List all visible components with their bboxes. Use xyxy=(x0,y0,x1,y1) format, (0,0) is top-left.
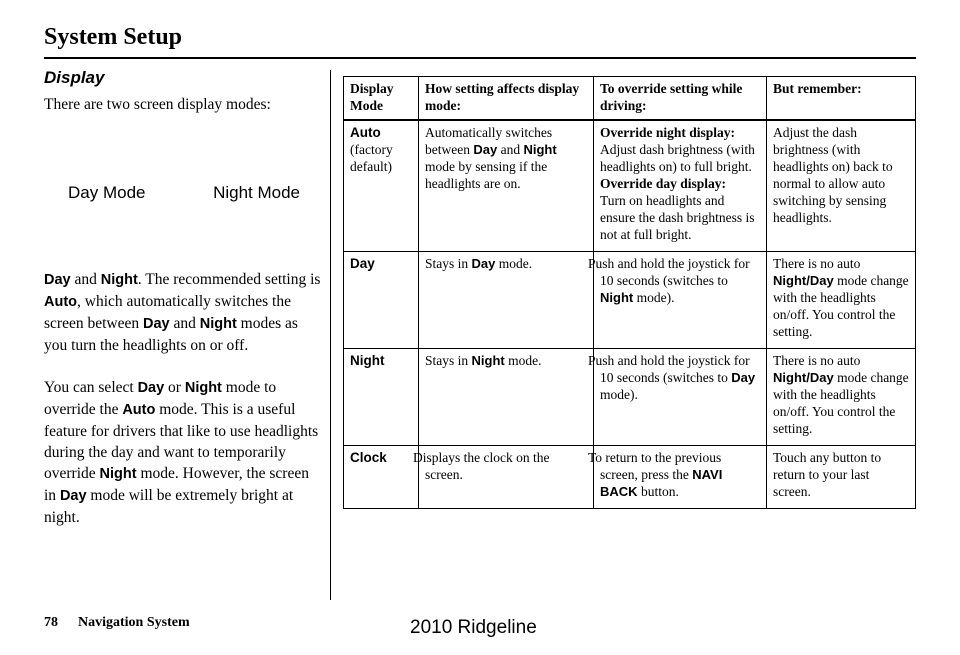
mode-cell: Day xyxy=(344,252,419,349)
remember-cell: Touch any button to return to your last screen. xyxy=(767,446,916,509)
kw-night: Night xyxy=(100,272,138,288)
page-number: 78 xyxy=(44,615,58,630)
kw-day: Day xyxy=(137,380,165,396)
remember-cell: There is no auto Night/Day mode change with the headlights on/off. You control the setting. xyxy=(767,349,916,446)
table-row xyxy=(344,120,916,252)
override-cell: To return to the previous screen, press the NAVI BACK button. xyxy=(594,446,767,509)
watermark: 2010 Ridgeline xyxy=(410,617,537,638)
header-rule xyxy=(44,57,916,59)
footer-title: Navigation System xyxy=(78,615,190,630)
remember-cell: Adjust the dash brightness (with headlights on) back to normal to allow auto switching by sensing headlights. xyxy=(767,120,916,252)
remember-cell: There is no auto Night/Day mode change with the headlights on/off. You control the setting. xyxy=(767,252,916,349)
table-header: Display Mode xyxy=(344,77,419,121)
override-cell: Push and hold the joystick for 10 seconds (switches to Day mode). xyxy=(594,349,767,446)
table-header: How setting affects display mode: xyxy=(419,77,594,121)
mode-cell: Auto (factory default) xyxy=(344,120,419,252)
kw-auto: Auto xyxy=(44,294,78,310)
kw-day: Day xyxy=(44,272,71,288)
override-cell: Push and hold the joystick for 10 seconds (switches to Night mode). xyxy=(594,252,767,349)
kw-day: Day xyxy=(142,316,170,332)
override-cell: Override night display: Adjust dash brightness (with headlights on) to full bright. Override day display: Turn on headlights and ensure the dash brightness is not at full bright. xyxy=(594,120,767,252)
night-mode-label: Night Mode xyxy=(213,183,300,202)
display-mode-table xyxy=(343,76,916,509)
mode-cell: Clock xyxy=(344,446,419,509)
mode-cell: Night xyxy=(344,349,419,446)
how-cell: Displays the clock on the screen. xyxy=(419,446,594,509)
table-row xyxy=(344,252,916,349)
how-cell: Stays in Night mode. xyxy=(419,349,594,446)
how-cell: Stays in Day mode. xyxy=(419,252,594,349)
section-title: Display xyxy=(44,68,105,87)
table-header-row xyxy=(344,77,916,121)
day-mode-label: Day Mode xyxy=(68,183,146,202)
kw-night: Night xyxy=(199,316,237,332)
table-header: But remember: xyxy=(767,77,916,121)
table-header: To override setting while driving: xyxy=(594,77,767,121)
kw-day: Day xyxy=(59,488,87,504)
left-column xyxy=(44,68,324,528)
kw-night: Night xyxy=(99,466,137,482)
table-row xyxy=(344,446,916,509)
kw-auto: Auto xyxy=(122,402,156,418)
override-paragraph: You can select Day or Night mode to override the Auto mode. This is a useful feature for drivers that like to use headlights during the day and want to temporarily override Night mode. However, the screen in Day mode will be extremely bright at night. xyxy=(44,379,319,526)
mode-labels xyxy=(68,183,300,203)
how-cell: Automatically switches between Day and Night mode by sensing if the headlights are on. xyxy=(419,120,594,252)
intro-text: There are two screen display modes: xyxy=(44,96,271,113)
page-title: System Setup xyxy=(44,24,183,50)
table-row xyxy=(344,349,916,446)
kw-night: Night xyxy=(184,380,222,396)
modes-paragraph: Day and Night. The recommended setting is Auto, which automatically switches the screen between Day and Night modes as you turn the headlights on or off. xyxy=(44,271,321,354)
column-divider xyxy=(330,70,331,600)
